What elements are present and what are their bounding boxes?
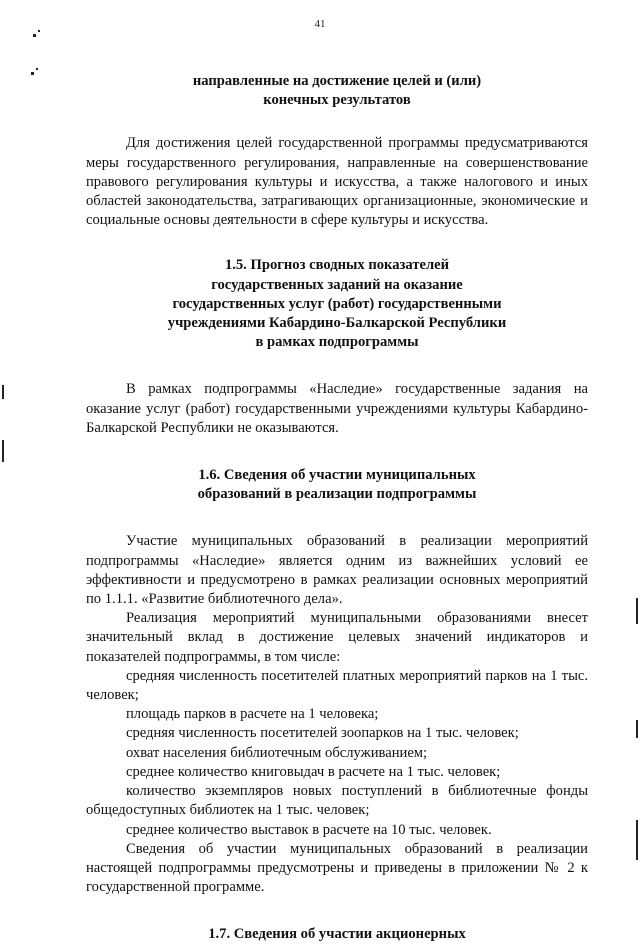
scan-speck <box>36 68 38 70</box>
heading-line: государственных услуг (работ) государственными <box>172 295 502 312</box>
heading-line: направленные на достижение целей и (или) <box>192 73 482 89</box>
heading-section-1-5 <box>86 256 588 352</box>
scan-edge-line <box>636 820 638 860</box>
heading-line: 1.7. Сведения об участии акционерных <box>208 926 466 943</box>
scan-edge-line <box>2 385 4 399</box>
heading-line: 1.5. Прогноз сводных показателей <box>224 257 450 274</box>
heading-line: учреждениями Кабардино-Балкарской Республики <box>167 315 507 332</box>
heading-line: конечных результатов <box>263 92 411 109</box>
scan-edge-line <box>636 598 638 624</box>
heading-line: государственных заданий на оказание <box>211 276 463 293</box>
scan-edge-line <box>636 720 638 738</box>
page-number: 41 <box>314 18 326 30</box>
indicator-item: охват населения библиотечным обслуживанием; <box>126 744 428 761</box>
indicator-item: среднее количество выставок в расчете на 10 тыс. человек. <box>126 821 492 838</box>
scan-edge-line <box>2 440 4 462</box>
paragraph-regulation: Для достижения целей государственной программы предусматриваются меры государственного регулирования, направленные на совершенствование правового регулирования культуры и искусства, а также налогового и иных областей законодательства, затрагивающих организационные, экономические и социальные основы деятельности в сфере культуры и искусства. <box>86 135 588 229</box>
paragraph-appendix-reference: Сведения об участии муниципальных образований в реализации настоящей подпрограммы предусмотрены и приведены в приложении № 2 к государственной программе. <box>86 840 588 896</box>
indicator-item: средняя численность посетителей зоопарков на 1 тыс. человек; <box>126 725 519 742</box>
indicator-item: площадь парков в расчете на 1 человека; <box>126 706 379 723</box>
paragraph-participation: Участие муниципальных образований в реализации мероприятий подпрограммы «Наследие» является одним из важнейших условий ее эффективности и предусмотрено в рамках реализации основных мероприятий по 1.1.1. «Развитие библиотечного дела». <box>86 533 588 608</box>
indicator-item: среднее количество книговыдач в расчете на 1 тыс. человек; <box>126 763 501 780</box>
scan-speck <box>33 34 36 37</box>
heading-section-1-6 <box>86 466 588 504</box>
scan-speck <box>31 72 34 75</box>
heading-line: в рамках подпрограммы <box>255 334 419 351</box>
paragraph-section-1-5: В рамках подпрограммы «Наследие» государственные задания на оказание услуг (работ) государственными учреждениями культуры Кабардино-Балкарской Республики не оказываются. <box>86 381 588 436</box>
heading-section-1-7 <box>86 925 588 944</box>
indicator-item: средняя численность посетителей платных мероприятий парков на 1 тыс. человек; <box>86 667 588 704</box>
scan-speck <box>38 30 40 32</box>
document-body <box>86 72 588 945</box>
indicator-item: количество экземпляров новых поступлений в библиотечные фонды общедоступных библиотек на 1 тыс. человек; <box>86 783 588 819</box>
heading-continued <box>86 72 588 110</box>
heading-line: образований в реализации подпрограммы <box>197 486 477 503</box>
heading-line: 1.6. Сведения об участии муниципальных <box>198 467 476 484</box>
paragraph-contribution: Реализация мероприятий муниципальными образованиями внесет значительный вклад в достижение целевых значений индикаторов и показателей подпрограммы, в том числе: <box>86 610 588 665</box>
